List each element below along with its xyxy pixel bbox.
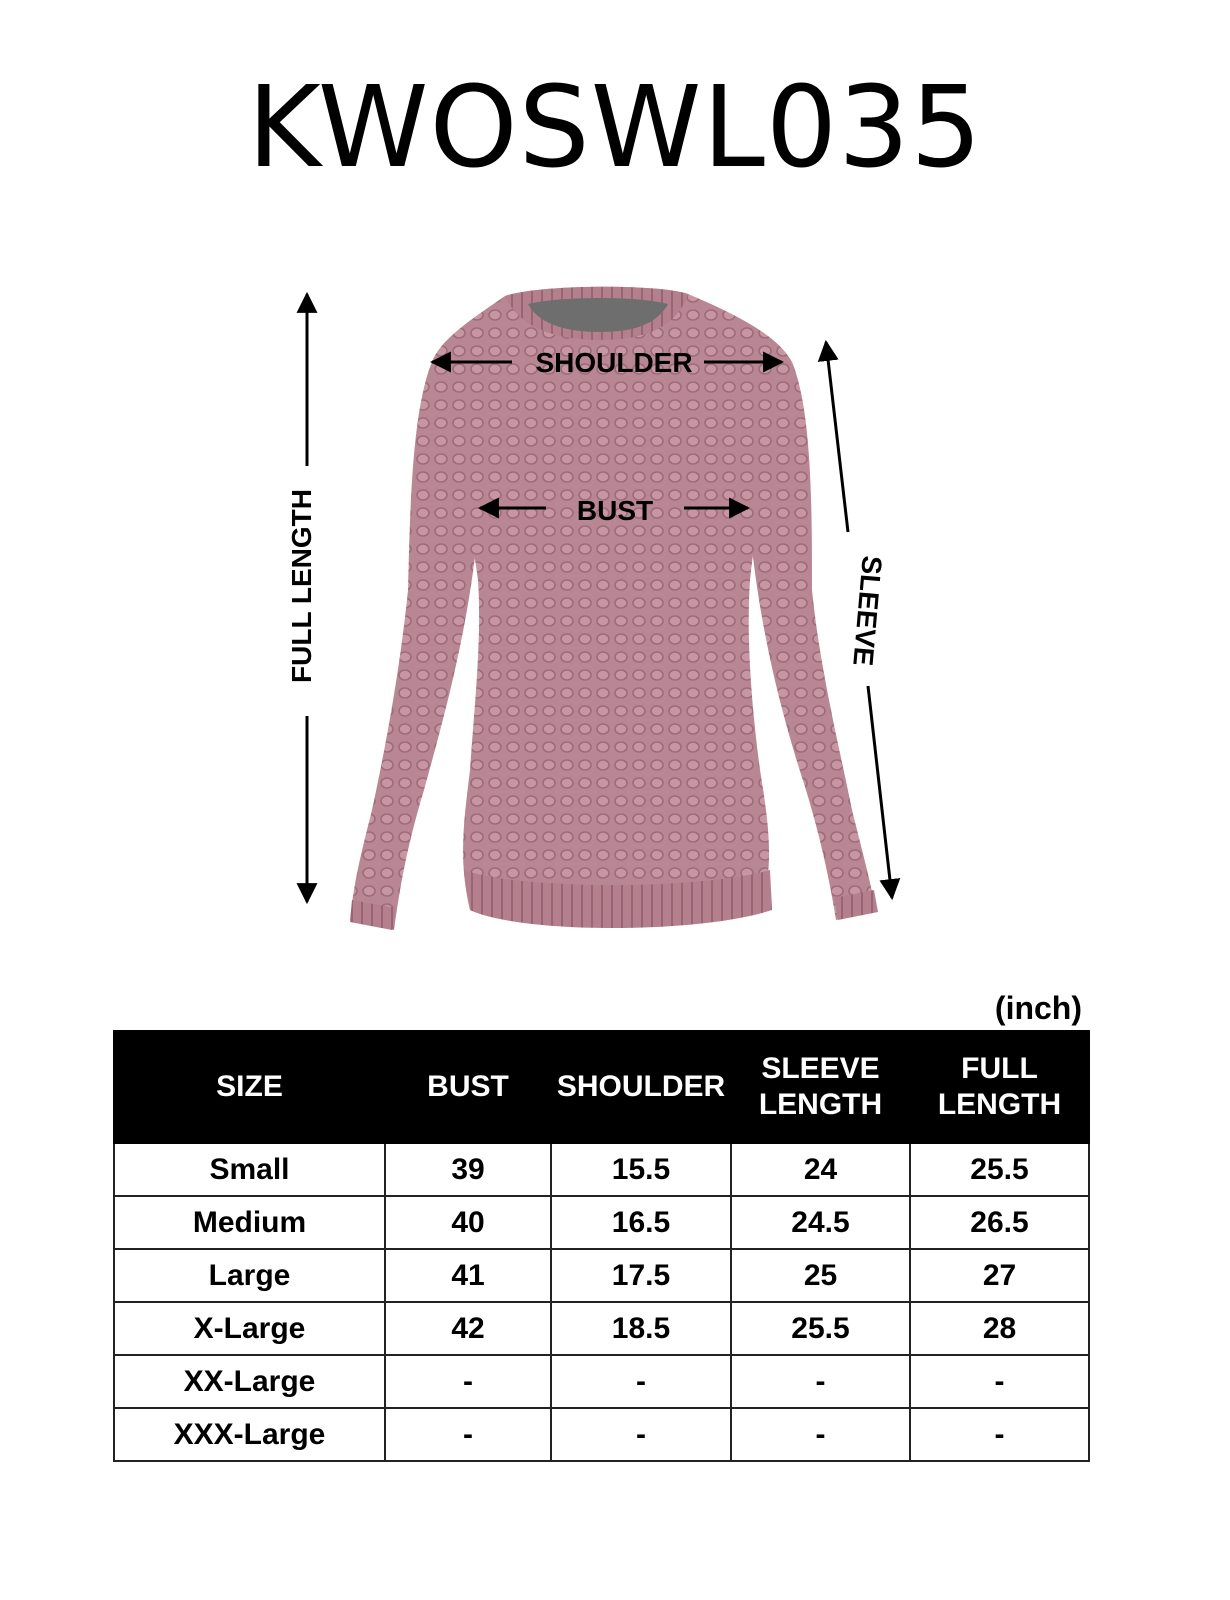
sweater-body — [432, 287, 792, 928]
shoulder-cell: 16.5 — [551, 1196, 731, 1249]
full-length-cell: - — [910, 1355, 1089, 1408]
size-cell: Medium — [114, 1196, 385, 1249]
product-code-title: KWOSWL035 — [247, 63, 983, 193]
sleeve-label: SLEEVE — [847, 554, 888, 668]
header-shoulder: SHOULDER — [551, 1031, 731, 1143]
table-row — [114, 1408, 1089, 1461]
table-row — [114, 1302, 1089, 1355]
shoulder-cell: 18.5 — [551, 1302, 731, 1355]
size-cell: X-Large — [114, 1302, 385, 1355]
full-length-cell: 25.5 — [910, 1143, 1089, 1196]
sleeve-cell: 24.5 — [731, 1196, 910, 1249]
bust-cell: 42 — [385, 1302, 551, 1355]
header-sleeve-length — [731, 1031, 910, 1143]
shoulder-label: SHOULDER — [535, 347, 693, 378]
sweater-illustration — [0, 270, 1230, 970]
shoulder-cell: 17.5 — [551, 1249, 731, 1302]
sleeve-cell: - — [731, 1355, 910, 1408]
bust-cell: 40 — [385, 1196, 551, 1249]
full-length-label: FULL LENGTH — [286, 489, 317, 683]
bust-cell: - — [385, 1355, 551, 1408]
header-full-line2: LENGTH — [937, 1088, 1062, 1121]
measurement-diagram — [0, 270, 1230, 970]
table-row — [114, 1196, 1089, 1249]
full-length-cell: 28 — [910, 1302, 1089, 1355]
size-cell: XX-Large — [114, 1355, 385, 1408]
header-sleeve-line1: SLEEVE — [761, 1052, 880, 1085]
header-bust: BUST — [385, 1031, 551, 1143]
size-chart-table — [113, 1030, 1090, 1462]
sleeve-cell: 25.5 — [731, 1302, 910, 1355]
header-full-line1: FULL — [961, 1052, 1038, 1085]
unit-label: (inch) — [994, 990, 1082, 1026]
shoulder-cell: 15.5 — [551, 1143, 731, 1196]
bust-cell: 39 — [385, 1143, 551, 1196]
header-full-length — [910, 1031, 1089, 1143]
shoulder-cell: - — [551, 1408, 731, 1461]
header-sleeve-line2: LENGTH — [758, 1088, 883, 1121]
sleeve-cell: 24 — [731, 1143, 910, 1196]
bust-cell: 41 — [385, 1249, 551, 1302]
table-header-row — [114, 1031, 1089, 1143]
table-row — [114, 1355, 1089, 1408]
size-cell: XXX-Large — [114, 1408, 385, 1461]
table-row — [114, 1143, 1089, 1196]
bust-label: BUST — [576, 495, 654, 526]
full-length-cell: 26.5 — [910, 1196, 1089, 1249]
header-size: SIZE — [114, 1031, 385, 1143]
bust-cell: - — [385, 1408, 551, 1461]
table-row — [114, 1249, 1089, 1302]
shoulder-cell: - — [551, 1355, 731, 1408]
size-cell: Small — [114, 1143, 385, 1196]
full-length-cell: - — [910, 1408, 1089, 1461]
sleeve-cell: - — [731, 1408, 910, 1461]
full-length-cell: 27 — [910, 1249, 1089, 1302]
sleeve-cell: 25 — [731, 1249, 910, 1302]
size-cell: Large — [114, 1249, 385, 1302]
